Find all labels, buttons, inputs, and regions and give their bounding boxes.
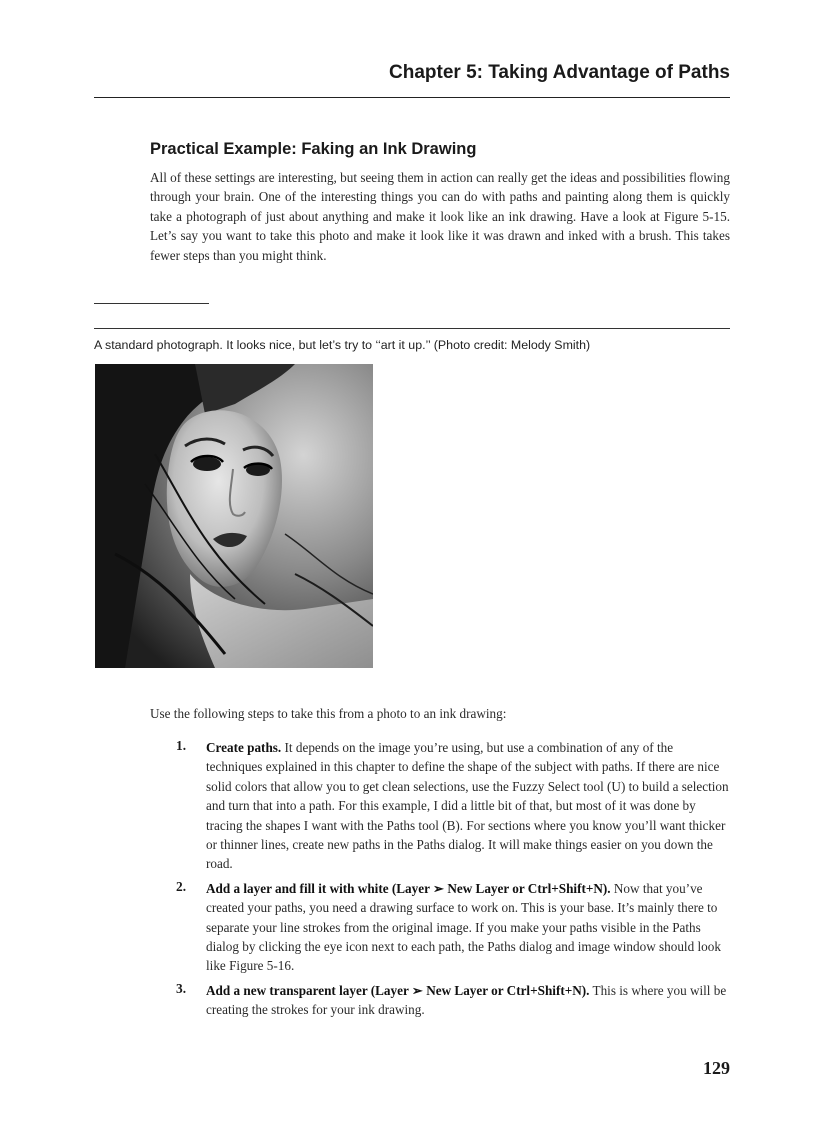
figure-rule [94, 328, 730, 329]
footnote-rule [94, 303, 209, 304]
steps-lead: Use the following steps to take this from a photo to an ink drawing: [150, 706, 507, 721]
step-number: 1. [176, 738, 187, 753]
list-item [176, 879, 730, 976]
step-number: 3. [176, 980, 187, 996]
page-number: 129 [703, 1058, 730, 1078]
step-title: Add a layer and fill it with white (Layer ➢ New Layer or Ctrl+Shift+N). [206, 880, 611, 896]
figure-caption: A standard photograph. It looks nice, but let’s try to ‘‘art it up.’’ (Photo credit: Melody Smith) [94, 338, 591, 352]
step-body [206, 879, 730, 976]
step-number: 2. [176, 878, 187, 894]
intro-paragraph: All of these settings are interesting, but seeing them in action can really get the ideas and possibilities flowing through your brain. One of the interesting things you can do with paths and painting along them is quickly take a photograph of just about anything and make it look like an ink drawing. Have a look at Figure 5-15. Let’s say you want to take this photo and make it look like it was drawn and inked with a brush. This takes fewer steps than you might think. [150, 170, 730, 263]
portrait-photo [95, 364, 373, 668]
list-item [176, 738, 730, 874]
section-title: Practical Example: Faking an Ink Drawing [150, 140, 477, 158]
running-head: Chapter 5: Taking Advantage of Paths [389, 62, 730, 83]
step-body [206, 738, 730, 874]
step-title: Add a new transparent layer (Layer ➢ New Layer or Ctrl+Shift+N). [206, 982, 590, 998]
step-text: It depends on the image you’re using, but use a combination of any of the techniques explained in this chapter to define the shape of the subject with paths. If there are nice solid colors that allow you to get clean selections, use the Fuzzy Select tool (U) to build a selection and turn that into a path. For this example, I did a little bit of that, but most of it was done by tracing the shapes I want with the Paths tool (B). For sections where you know you’ll want thicker or thinner lines, create new paths in the Paths dialog. It will make things easier on you down the road. [206, 740, 729, 872]
step-text: This is where you will be creating the strokes for your ink drawing. [206, 982, 727, 1018]
list-item [176, 981, 730, 1020]
header-rule [94, 97, 730, 98]
step-body [206, 981, 730, 1020]
step-title: Create paths. [206, 740, 282, 755]
step-text: Now that you’ve created your paths, you need a drawing surface to work on. This is your base. It’s mainly there to separate your line strokes from the original image. If you make your paths visible in the Paths dialog by clicking the eye icon next to each path, the Paths dialog and image window should look like Figure 5-16. [206, 880, 721, 974]
steps-list [176, 738, 730, 1025]
